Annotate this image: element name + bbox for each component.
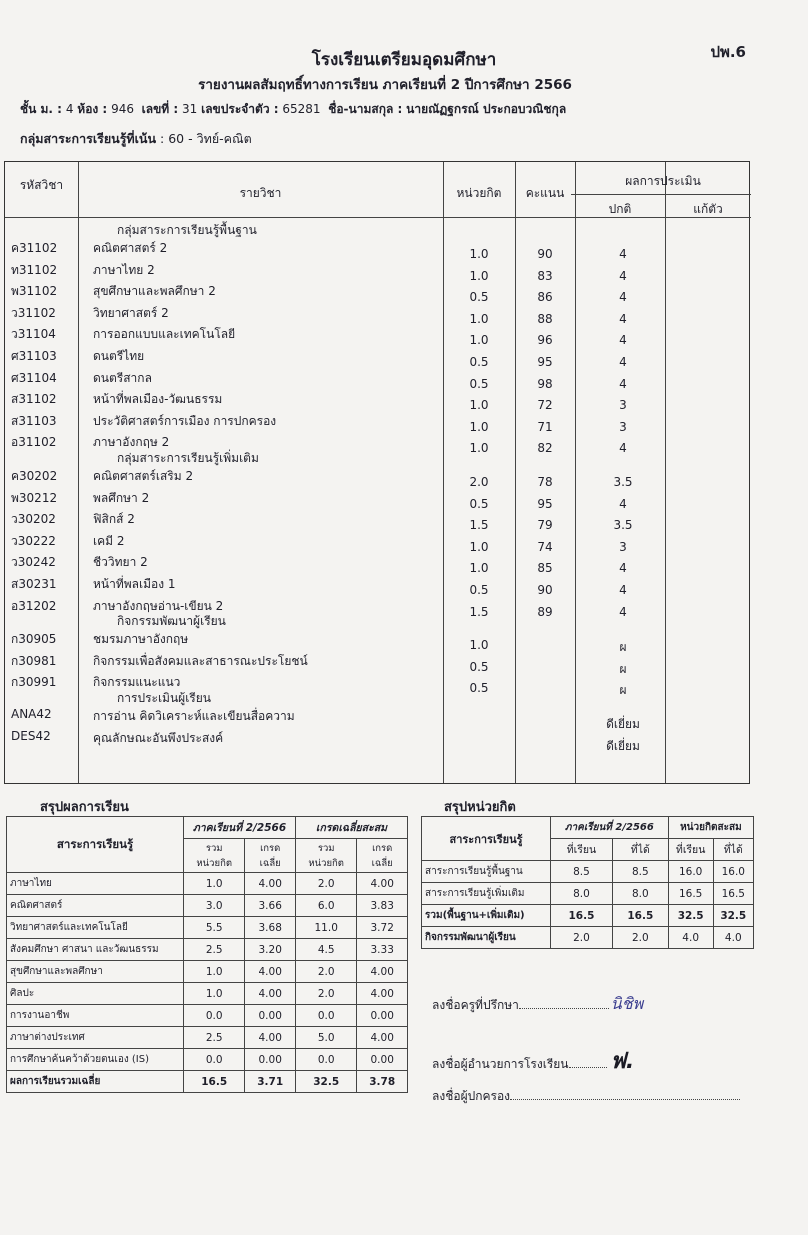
credit-value: 1.5	[469, 604, 489, 619]
summary-cg: 4.00	[357, 983, 408, 1005]
credits-ts: 2.0	[551, 927, 613, 949]
summary-cc: 4.5	[295, 939, 356, 961]
room-value: 946	[111, 102, 134, 116]
grade-value: 4	[619, 355, 627, 369]
summary-cc: 5.0	[295, 1027, 356, 1049]
subject-name: ดนตรีไทย	[93, 349, 145, 363]
score-value: 82	[537, 441, 553, 456]
summary-tc: 3.0	[184, 895, 245, 917]
grade-value: 3	[619, 539, 627, 554]
subject-code: อ31102	[11, 435, 57, 450]
section-title: กิจกรรมพัฒนาผู้เรียน	[117, 614, 226, 629]
credits-te: 8.5	[612, 861, 668, 883]
summary-title: สรุปผลการเรียน	[40, 800, 129, 815]
credits-cs: 16.0	[668, 861, 713, 883]
summary-cg: 0.00	[357, 1049, 408, 1071]
credit-value: 2.0	[469, 475, 489, 489]
summary-cc: 0.0	[295, 1005, 356, 1027]
credits-ce: 16.0	[713, 861, 753, 883]
summary-row	[7, 1027, 408, 1049]
summary-tc: 1.0	[184, 873, 245, 895]
group-value: : 60 - วิทย์-คณิต	[160, 131, 252, 146]
credits-col-area: สาระการเรียนรู้	[422, 817, 551, 861]
score-value: 83	[537, 268, 553, 283]
score-value: 85	[537, 561, 553, 576]
advisor-sign: นิชิพ	[610, 994, 644, 1013]
grade-value: 4	[619, 583, 627, 597]
subject-code: พ30212	[11, 490, 58, 505]
director-sign: ฟ.	[610, 1049, 635, 1074]
subject-name: ประวัติศาสตร์การเมือง การปกครอง	[93, 413, 277, 428]
subject-code: ก30981	[11, 653, 57, 668]
credit-value: 1.0	[469, 561, 489, 576]
credit-value: 1.0	[469, 333, 489, 348]
grade-value: 4	[619, 376, 627, 391]
subject-name: พลศึกษา 2	[93, 490, 150, 505]
credits-area: กิจกรรมพัฒนาผู้เรียน	[422, 927, 551, 949]
summary-tc: 0.0	[184, 1049, 245, 1071]
score-value: 88	[537, 311, 553, 326]
credit-value: 0.5	[469, 583, 489, 597]
credit-value: 0.5	[469, 496, 489, 511]
subject-name: การอ่าน คิดวิเคราะห์และเขียนสื่อความ	[93, 709, 295, 723]
summary-tg: 4.00	[245, 983, 296, 1005]
summary-area: ภาษาต่างประเทศ	[7, 1027, 184, 1049]
number-value: 31	[181, 102, 198, 116]
subject-name: คณิตศาสตร์เสริม 2	[93, 469, 194, 483]
credits-row	[422, 905, 754, 927]
grade-value: 3.5	[613, 518, 633, 533]
score-value: 90	[537, 247, 553, 261]
subject-name: หน้าที่พลเมือง 1	[93, 577, 176, 591]
summary-cg: 0.00	[357, 1005, 408, 1027]
subject-name: ภาษาอังกฤษ 2	[93, 435, 170, 450]
grade-value: 4	[619, 247, 627, 261]
credit-value: 0.5	[469, 355, 489, 369]
summary-area: วิทยาศาสตร์และเทคโนโลยี	[7, 917, 184, 939]
summary-col-cum-credit: รวม หน่วยกิต	[295, 839, 356, 873]
score-value: 72	[537, 398, 553, 413]
parent-signature	[432, 1087, 740, 1106]
summary-row	[7, 895, 408, 917]
subject-code: อ31202	[11, 598, 57, 613]
summary-cc: 2.0	[295, 961, 356, 983]
credits-ce: 4.0	[713, 927, 753, 949]
credits-cs: 32.5	[668, 905, 713, 927]
score-value: 79	[537, 518, 553, 533]
name-value: นายณัฏฐกรณ์ ประกอบวณิชกุล	[406, 102, 567, 116]
credit-value: 1.0	[469, 268, 489, 283]
grade-value: ดีเยี่ยม	[606, 717, 640, 731]
summary-tg: 3.20	[245, 939, 296, 961]
credits-col-cum: หน่วยกิตสะสม	[668, 817, 753, 839]
parent-label: ลงชื่อผู้ปกครอง	[432, 1089, 511, 1103]
subject-name: การออกแบบและเทคโนโลยี	[93, 327, 236, 342]
summary-area: ภาษาไทย	[7, 873, 184, 895]
grade-value: ดีเยี่ยม	[606, 738, 640, 753]
subject-code: ส31102	[11, 392, 57, 407]
summary-col-cum-gpa: เกรด เฉลี่ย	[357, 839, 408, 873]
subject-name: ภาษาอังกฤษอ่าน-เขียน 2	[93, 598, 224, 613]
grade-label: ชั้น ม. :	[20, 102, 62, 116]
score-value: 96	[537, 333, 553, 348]
score-value: 89	[537, 604, 553, 619]
credits-ce: 32.5	[713, 905, 753, 927]
credits-area: สาระการเรียนรู้พื้นฐาน	[422, 861, 551, 883]
summary-cg: 3.83	[357, 895, 408, 917]
summary-cg: 4.00	[357, 873, 408, 895]
credit-value: 1.0	[469, 441, 489, 456]
grade-value: 4	[619, 311, 627, 326]
report-title: รายงานผลสัมฤทธิ์ทางการเรียน ภาคเรียนที่ 2 ปีการศึกษา 2566	[198, 77, 572, 93]
subject-name: เคมี 2	[93, 533, 125, 548]
summary-tg: 4.00	[245, 961, 296, 983]
summary-row	[7, 983, 408, 1005]
credits-ts: 8.5	[551, 861, 613, 883]
summary-cg: 3.33	[357, 939, 408, 961]
grade-value: ผ	[619, 661, 627, 676]
section-title: กลุ่มสาระการเรียนรู้เพิ่มเติม	[117, 451, 259, 465]
score-value: 90	[537, 583, 553, 597]
room-label: ห้อง :	[77, 102, 108, 116]
grade-value: ผ	[619, 683, 627, 698]
summary-cg: 3.78	[357, 1071, 408, 1093]
summary-tc: 16.5	[184, 1071, 245, 1093]
grade-value: 4	[619, 290, 627, 305]
school-name: โรงเรียนเตรียมอุดมศึกษา	[311, 50, 497, 70]
summary-area: การศึกษาค้นคว้าด้วยตนเอง (IS)	[7, 1049, 184, 1071]
credit-value: 0.5	[469, 681, 489, 696]
subject-code: ศ31103	[11, 349, 57, 363]
credits-col-cum-earned: ที่ได้	[713, 839, 753, 861]
number-label: เลขที่ :	[141, 102, 179, 116]
credit-value: 0.5	[469, 290, 489, 305]
director-label: ลงชื่อผู้อำนวยการโรงเรียน	[432, 1057, 569, 1071]
subject-code: ค31102	[11, 241, 58, 255]
subject-name: วิทยาศาสตร์ 2	[93, 305, 169, 320]
subject-code: ว30202	[11, 512, 56, 527]
subject-name: คณิตศาสตร์ 2	[93, 241, 168, 255]
credits-area: รวม(พื้นฐาน+เพิ่มเติม)	[422, 905, 551, 927]
subject-code: ส31103	[11, 413, 57, 428]
summary-row	[7, 873, 408, 895]
summary-cc: 2.0	[295, 983, 356, 1005]
form-code: ปพ.6	[710, 43, 746, 61]
score-value: 71	[537, 419, 553, 434]
summary-tc: 5.5	[184, 917, 245, 939]
credit-value: 1.0	[469, 311, 489, 326]
summary-cc: 6.0	[295, 895, 356, 917]
credits-title: สรุปหน่วยกิต	[444, 800, 516, 815]
advisor-label: ลงชื่อครูที่ปรึกษา	[432, 998, 519, 1012]
summary-area: ศิลปะ	[7, 983, 184, 1005]
summary-cc: 2.0	[295, 873, 356, 895]
summary-col-area: สาระการเรียนรู้	[7, 817, 184, 873]
summary-tg: 3.66	[245, 895, 296, 917]
grade-value: ผ	[619, 640, 627, 655]
summary-tc: 1.0	[184, 961, 245, 983]
subject-name: กิจกรรมเพื่อสังคมและสาธารณะประโยชน์	[93, 653, 308, 668]
summary-row	[7, 939, 408, 961]
credits-cs: 4.0	[668, 927, 713, 949]
summary-cg: 4.00	[357, 961, 408, 983]
credits-te: 8.0	[612, 883, 668, 905]
grade-value: 3	[619, 419, 627, 434]
summary-row	[7, 1005, 408, 1027]
subject-name: ดนตรีสากล	[93, 370, 152, 385]
credits-ts: 16.5	[551, 905, 613, 927]
subject-code: ท31102	[11, 262, 58, 277]
credits-te: 16.5	[612, 905, 668, 927]
score-value: 98	[537, 376, 553, 391]
summary-tc: 0.0	[184, 1005, 245, 1027]
subject-name: ภาษาไทย 2	[93, 262, 155, 277]
name-label: ชื่อ-นามสกุล :	[328, 102, 403, 116]
credits-col-cum-studied: ที่เรียน	[668, 839, 713, 861]
subject-code: ศ31104	[11, 370, 57, 385]
subject-code: ส30231	[11, 577, 57, 591]
id-value: 65281	[282, 102, 321, 116]
summary-col-term: ภาคเรียนที่ 2/2566	[184, 817, 296, 839]
summary-col-term-credit: รวม หน่วยกิต	[184, 839, 245, 873]
subject-code: ANA42	[11, 707, 52, 721]
grade-value: 4	[619, 333, 627, 348]
header-remedial: แก้ตัว	[693, 202, 723, 216]
credits-area: สาระการเรียนรู้เพิ่มเติม	[422, 883, 551, 905]
header-credit: หน่วยกิต	[456, 186, 502, 200]
subject-code: ว30242	[11, 555, 56, 570]
score-value: 95	[537, 355, 553, 369]
summary-table	[6, 816, 408, 1093]
header-subject: รายวิชา	[239, 186, 282, 200]
summary-tc: 1.0	[184, 983, 245, 1005]
credits-table	[421, 816, 754, 949]
credits-cs: 16.5	[668, 883, 713, 905]
summary-row	[7, 1071, 408, 1093]
credit-value: 1.0	[469, 419, 489, 434]
subject-name: หน้าที่พลเมือง-วัฒนธรรม	[93, 392, 223, 407]
credits-col-term-earned: ที่ได้	[612, 839, 668, 861]
grade-value: 4	[619, 561, 627, 576]
grade-value: 4	[65, 102, 74, 116]
subject-code: พ31102	[11, 284, 58, 299]
summary-col-cum: เกรดเฉลี่ยสะสม	[295, 817, 407, 839]
subject-code: ว31104	[11, 327, 56, 342]
summary-cg: 4.00	[357, 1027, 408, 1049]
credits-col-term-studied: ที่เรียน	[551, 839, 613, 861]
score-value: 74	[537, 539, 553, 554]
section-title: การประเมินผู้เรียน	[117, 691, 211, 705]
grade-value: 3	[619, 398, 627, 413]
grade-value: 4	[619, 441, 627, 456]
id-label: เลขประจำตัว :	[201, 102, 279, 116]
credit-value: 1.0	[469, 539, 489, 554]
subject-name: ฟิสิกส์ 2	[93, 512, 135, 527]
subject-name: กิจกรรมแนะแนว	[93, 675, 181, 690]
credits-row	[422, 927, 754, 949]
summary-area: ผลการเรียนรวมเฉลี่ย	[7, 1071, 184, 1093]
director-signature	[432, 1043, 634, 1078]
subject-name: สุขศึกษาและพลศึกษา 2	[93, 284, 216, 299]
summary-row	[7, 1049, 408, 1071]
grade-value: 4	[619, 496, 627, 511]
credits-col-term: ภาคเรียนที่ 2/2566	[551, 817, 669, 839]
summary-tg: 3.68	[245, 917, 296, 939]
score-value: 86	[537, 290, 553, 305]
grade-value: 4	[619, 268, 627, 283]
advisor-signature	[432, 992, 643, 1017]
credits-ce: 16.5	[713, 883, 753, 905]
subject-code: ค30202	[11, 469, 58, 483]
score-value: 95	[537, 496, 553, 511]
credits-te: 2.0	[612, 927, 668, 949]
header-assessment: ผลการประเมิน	[625, 174, 701, 188]
credits-row	[422, 883, 754, 905]
credits-row	[422, 861, 754, 883]
summary-area: คณิตศาสตร์	[7, 895, 184, 917]
summary-row	[7, 961, 408, 983]
credit-value: 1.5	[469, 518, 489, 533]
summary-tg: 3.71	[245, 1071, 296, 1093]
focus-group	[20, 129, 252, 149]
subject-code: ว30222	[11, 533, 56, 548]
summary-area: สุขศึกษาและพลศึกษา	[7, 961, 184, 983]
summary-col-term-gpa: เกรด เฉลี่ย	[245, 839, 296, 873]
header-score: คะแนน	[525, 186, 565, 200]
summary-row	[7, 917, 408, 939]
subject-code: ว31102	[11, 305, 56, 320]
summary-cg: 3.72	[357, 917, 408, 939]
summary-cc: 11.0	[295, 917, 356, 939]
grade-value: 4	[619, 604, 627, 619]
credit-value: 0.5	[469, 659, 489, 674]
summary-area: การงานอาชีพ	[7, 1005, 184, 1027]
section-title: กลุ่มสาระการเรียนรู้พื้นฐาน	[117, 223, 257, 237]
group-label: กลุ่มสาระการเรียนรู้ที่เน้น	[20, 131, 157, 146]
subject-code: ก30991	[11, 675, 57, 690]
subject-name: ชีววิทยา 2	[93, 555, 148, 570]
credit-value: 1.0	[469, 247, 489, 261]
credit-value: 0.5	[469, 376, 489, 391]
summary-tc: 2.5	[184, 939, 245, 961]
score-value: 78	[537, 475, 553, 489]
subject-code: DES42	[11, 728, 51, 743]
subject-name: คุณลักษณะอันพึงประสงค์	[93, 730, 224, 745]
summary-cc: 0.0	[295, 1049, 356, 1071]
grade-value: 3.5	[613, 475, 633, 489]
student-info	[20, 100, 566, 119]
summary-tg: 0.00	[245, 1005, 296, 1027]
credit-value: 1.0	[469, 638, 489, 653]
header-normal: ปกติ	[608, 202, 632, 216]
credit-value: 1.0	[469, 398, 489, 413]
summary-cc: 32.5	[295, 1071, 356, 1093]
summary-tg: 0.00	[245, 1049, 296, 1071]
summary-tg: 4.00	[245, 1027, 296, 1049]
summary-area: สังคมศึกษา ศาสนา และวัฒนธรรม	[7, 939, 184, 961]
credits-ts: 8.0	[551, 883, 613, 905]
header-code: รหัสวิชา	[19, 178, 64, 192]
subject-code: ก30905	[11, 632, 57, 647]
summary-tc: 2.5	[184, 1027, 245, 1049]
summary-tg: 4.00	[245, 873, 296, 895]
subject-name: ชมรมภาษาอังกฤษ	[93, 632, 189, 647]
grades-table	[4, 161, 750, 784]
